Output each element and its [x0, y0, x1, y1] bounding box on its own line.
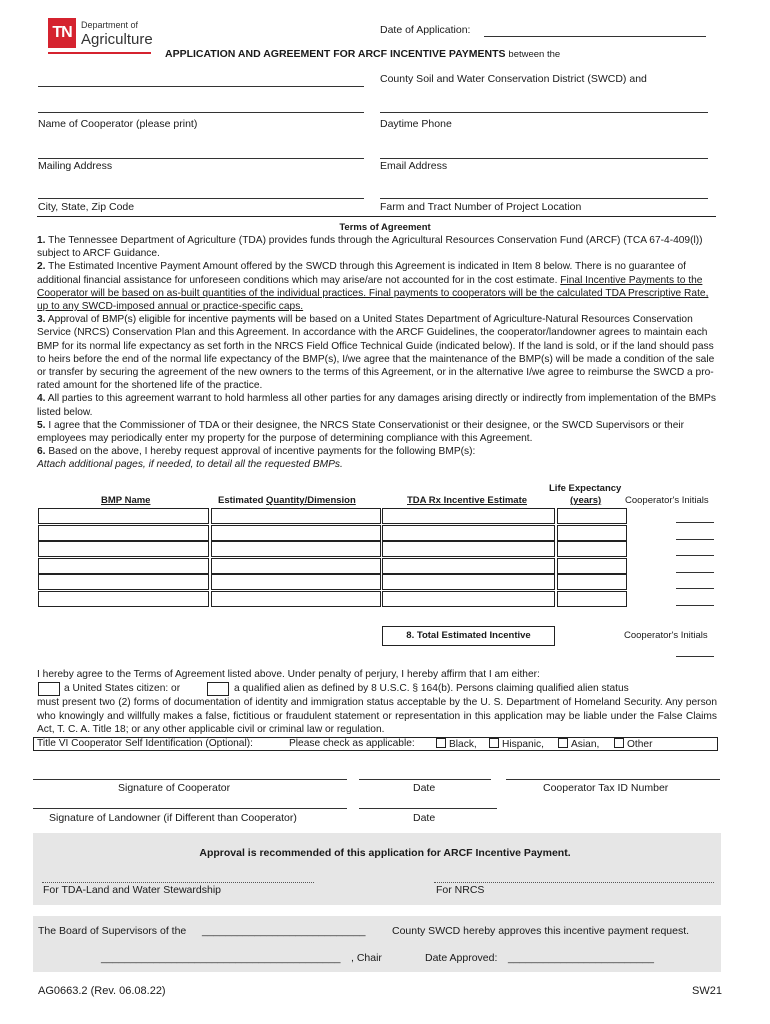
bmp-name-cell[interactable]	[38, 558, 209, 574]
tda-label: For TDA-Land and Water Stewardship	[43, 884, 221, 896]
col-header-life-years: (years)	[570, 495, 602, 506]
initials-field[interactable]	[676, 539, 714, 540]
life-expectancy-cell[interactable]	[557, 591, 627, 607]
tda-signature-field[interactable]	[42, 882, 314, 883]
city-state-zip-label: City, State, Zip Code	[38, 201, 135, 213]
term-4	[37, 392, 717, 418]
date2-label: Date	[413, 812, 436, 824]
term-6-number: 6.	[37, 446, 46, 458]
life-expectancy-cell[interactable]	[557, 558, 627, 574]
black-label: Black,	[449, 739, 477, 750]
total-initials-label: Cooperator's Initials	[624, 630, 708, 641]
initials-field[interactable]	[676, 522, 714, 523]
initials-field[interactable]	[676, 555, 714, 556]
asian-checkbox[interactable]	[558, 738, 568, 748]
form-title-text: APPLICATION AND AGREEMENT FOR ARCF INCENTIVE PAYMENTS	[165, 48, 506, 60]
us-citizen-checkbox[interactable]	[38, 682, 60, 696]
nrcs-signature-field[interactable]	[434, 882, 714, 883]
col-header-quantity-text: Quantity/Dimension	[266, 495, 356, 506]
hispanic-label: Hispanic,	[502, 739, 544, 750]
citizenship-section	[37, 668, 717, 682]
term-4-text: All parties to this agreement warrant to hold harmless all other parties for any damages arising directly or indirectly from implementation of the BMPs listed below.	[37, 393, 716, 418]
title-vi-option-black[interactable]	[436, 738, 477, 750]
nrcs-label: For NRCS	[436, 884, 485, 896]
daytime-phone-field[interactable]	[380, 112, 708, 113]
qualified-alien-label: a qualified alien as defined by 8 U.S.C. § 164(b). Persons claiming qualified alien status	[234, 683, 629, 694]
term-3-number: 3.	[37, 314, 46, 326]
initials-field[interactable]	[676, 572, 714, 573]
tax-id-label: Cooperator Tax ID Number	[543, 782, 669, 794]
title-vi-option-hispanic[interactable]	[489, 738, 544, 750]
col-header-tda-estimate: TDA Rx Incentive Estimate	[407, 495, 528, 506]
section-divider	[37, 216, 716, 217]
mailing-address-field[interactable]	[38, 158, 364, 159]
logo-department-text: Department of	[81, 20, 139, 30]
life-expectancy-cell[interactable]	[557, 574, 627, 590]
citizenship-intro: I hereby agree to the Terms of Agreement listed above. Under penalty of perjury, I hereby affirm that I am either:	[37, 669, 540, 680]
other-label: Other	[627, 739, 653, 750]
bmp-name-cell[interactable]	[38, 541, 209, 557]
bmp-name-cell[interactable]	[38, 508, 209, 524]
col-header-quantity-prefix: Estimated	[218, 495, 267, 506]
form-id: AG0663.2 (Rev. 06.08.22)	[38, 985, 166, 997]
cooperator-signature-field[interactable]	[33, 779, 347, 780]
district-label: County Soil and Water Conservation District (SWCD) and	[380, 73, 647, 85]
cooperator-signature-label: Signature of Cooperator	[118, 782, 231, 794]
other-checkbox[interactable]	[614, 738, 624, 748]
term-2	[37, 260, 717, 313]
mailing-address-label: Mailing Address	[38, 160, 113, 172]
col-header-quantity	[218, 495, 356, 506]
bmp-name-cell[interactable]	[38, 591, 209, 607]
date-approved-label: Date Approved:	[425, 952, 498, 964]
life-expectancy-cell[interactable]	[557, 508, 627, 524]
term-6-note	[37, 458, 717, 471]
bmp-name-cell[interactable]	[38, 525, 209, 541]
farm-tract-field[interactable]	[380, 198, 708, 199]
us-citizen-label: a United States citizen: or	[64, 683, 181, 694]
farm-tract-label: Farm and Tract Number of Project Location	[380, 201, 582, 213]
initials-field[interactable]	[676, 605, 714, 606]
terms-heading: Terms of Agreement	[339, 222, 431, 233]
tda-estimate-cell[interactable]	[382, 525, 555, 541]
chair-label: , Chair	[351, 952, 382, 964]
total-estimated-incentive[interactable]: 8. Total Estimated Incentive	[382, 626, 555, 646]
asian-label: Asian,	[571, 739, 600, 750]
term-1	[37, 234, 717, 260]
term-6-text: Based on the above, I hereby request approval of incentive payments for the following BMP(s):	[48, 446, 476, 458]
citizenship-rest-text: must present two (2) forms of documentation of identity and immigration status acceptable by the U. S. Department of Homeland Security. Any person who knowingly and willfully makes a false, fictitious or fraudulent statement or representation in this application may be liable under the False Claims Act, T. C. A. Title 18; or any other applicable civil or criminal law or regulation.	[37, 697, 717, 735]
bmp-name-cell[interactable]	[38, 574, 209, 590]
email-address-field[interactable]	[380, 158, 708, 159]
tda-estimate-cell[interactable]	[382, 591, 555, 607]
initials-field[interactable]	[676, 588, 714, 589]
term-5-number: 5.	[37, 419, 46, 431]
tda-estimate-cell[interactable]	[382, 508, 555, 524]
hispanic-checkbox[interactable]	[489, 738, 499, 748]
tda-estimate-cell[interactable]	[382, 574, 555, 590]
cooperator-name-field[interactable]	[38, 112, 364, 113]
term-1-text: The Tennessee Department of Agriculture (TDA) provides funds through the Agricultural Resources Conservation Fund (ARCF) (TCA 67-4-409(l)) subject to ARCF Guidance.	[37, 235, 703, 260]
term-2-underlined: Final Incentive Payments to the Cooperator will be based on as-built quantities of the individual practices. Final payments to cooperators will be the calculated TDA Prescriptive Rate, up to any SWCD-imposed annual or practice-specific caps.	[37, 274, 709, 313]
quantity-cell[interactable]	[211, 541, 381, 557]
life-expectancy-cell[interactable]	[557, 541, 627, 557]
citizenship-rest	[37, 696, 717, 737]
term-3-text: Approval of BMP(s) eligible for incentive payments will be based on a United States Department of Agriculture-Natural Resources Conservation Service (NRCS) Conservation Plan and this Agreement. In accordance with the ARCF Guidelines, the cooperator/landowner agrees to maintain each BMP for its normal life expectancy as set forth in the NRCS Field Office Technical Guide (indicated below). If the land is sold, or if the land should pass to heirs before the end of the normal life expectancy of the BMP(s), I/we agree that the maintenance of the BMP(s) will be made a condition of the sale or transfer by securing the agreement of the new owners to the terms of this Agreement, or in the alternative I/we agree to reimburse the SWCD a pro-rated amount for the shortened life of the practice.	[37, 314, 715, 392]
chair-field[interactable]: _________________________________________	[101, 952, 341, 964]
logo-agriculture-text: Agriculture	[81, 31, 153, 48]
quantity-cell[interactable]	[211, 574, 381, 590]
title-vi-option-other[interactable]	[614, 738, 652, 750]
tn-logo-mark: TN	[48, 18, 76, 48]
term-2-text: The Estimated Incentive Payment Amount offered by the SWCD through this Agreement is indicated in Item 8 below. There is no guarantee of additional financial assistance for unforeseen conditions which may arise/are not accounted for in the cost estimate.	[37, 261, 686, 286]
date-approved-field[interactable]: _________________________	[508, 952, 654, 964]
life-expectancy-cell[interactable]	[557, 525, 627, 541]
quantity-cell[interactable]	[211, 558, 381, 574]
approval-heading: Approval is recommended of this application for ARCF Incentive Payment.	[199, 847, 571, 859]
term-6	[37, 445, 717, 458]
date1-label: Date	[413, 782, 436, 794]
city-state-zip-field[interactable]	[38, 198, 364, 199]
landowner-signature-field[interactable]	[33, 808, 347, 809]
form-title-suffix: between the	[508, 49, 561, 60]
date-of-application-field[interactable]	[484, 36, 706, 37]
term-3	[37, 313, 717, 392]
board-prefix: The Board of Supervisors of the	[38, 925, 187, 937]
term-2-number: 2.	[37, 261, 46, 273]
date-of-application-label: Date of Application:	[380, 24, 471, 36]
title-vi-label: Title VI Cooperator Self Identification (Optional):	[37, 738, 253, 749]
date1-field[interactable]	[359, 779, 491, 780]
col-header-initials: Cooperator's Initials	[625, 495, 709, 506]
quantity-cell[interactable]	[211, 591, 381, 607]
tda-estimate-cell[interactable]	[382, 541, 555, 557]
term-6-italic: Attach additional pages, if needed, to detail all the requested BMPs.	[37, 459, 343, 471]
col-header-life-expectancy: Life Expectancy	[549, 483, 622, 494]
title-vi-instruction: Please check as applicable:	[289, 738, 415, 749]
total-initials-field[interactable]	[676, 656, 714, 657]
board-suffix: County SWCD hereby approves this incentive payment request.	[392, 925, 690, 937]
term-5	[37, 419, 717, 445]
qualified-alien-checkbox[interactable]	[207, 682, 229, 696]
email-address-label: Email Address	[380, 160, 448, 172]
black-checkbox[interactable]	[436, 738, 446, 748]
form-title	[165, 48, 560, 60]
quantity-cell[interactable]	[211, 525, 381, 541]
landowner-signature-label: Signature of Landowner (if Different than Cooperator)	[49, 812, 297, 824]
board-county-field[interactable]: ____________________________	[202, 925, 366, 937]
term-1-number: 1.	[37, 235, 46, 246]
cooperator-name-label: Name of Cooperator (please print)	[38, 118, 198, 130]
terms-body	[37, 234, 717, 472]
daytime-phone-label: Daytime Phone	[380, 118, 452, 130]
tda-estimate-cell[interactable]	[382, 558, 555, 574]
term-5-text: I agree that the Commissioner of TDA or their designee, the NRCS State Conservationist or their designee, or the SWCD Supervisors or their employees may periodically enter my property for the purpose of determining compliance with this Agreement.	[37, 419, 685, 445]
quantity-cell[interactable]	[211, 508, 381, 524]
form-code: SW21	[692, 985, 722, 997]
tax-id-field[interactable]	[506, 779, 720, 780]
term-4-number: 4.	[37, 393, 46, 405]
county-field[interactable]	[38, 86, 364, 87]
col-header-bmp-name: BMP Name	[101, 495, 151, 506]
title-vi-option-asian[interactable]	[558, 738, 599, 750]
date2-field[interactable]	[359, 808, 497, 809]
logo-underline	[48, 52, 151, 54]
